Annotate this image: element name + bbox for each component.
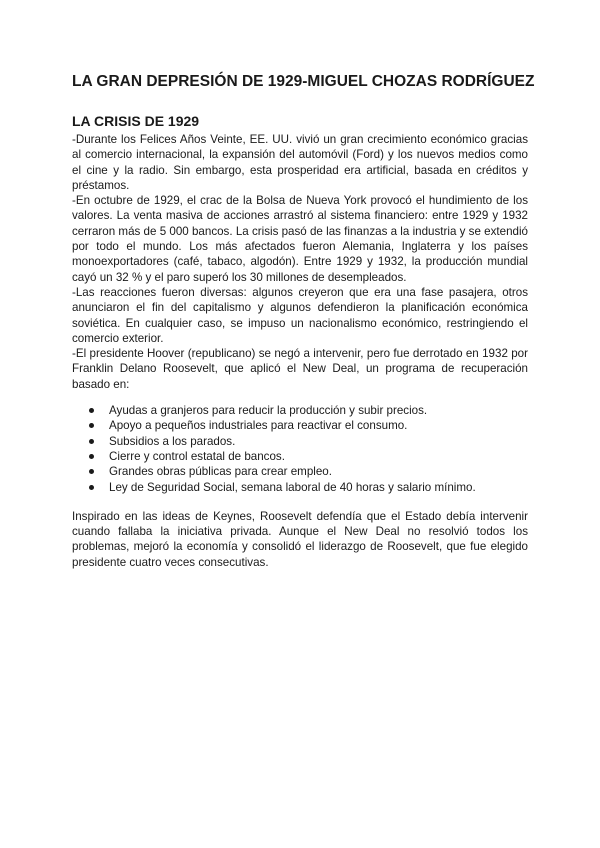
paragraph-reactions: -Las reacciones fueron diversas: algunos creyeron que era una fase pasajera, otros anunciaron el fin del capitalismo y algunos defendieron la planificación económica soviética. En cualquier caso, se impuso un nacionalismo económico, restringiendo el comercio exterior. [72, 285, 528, 345]
paragraph-conclusion: Inspirado en las ideas de Keynes, Roosevelt defendía que el Estado debía intervenir cuando fallaba la iniciativa privada. Aunque el New Deal no resolvió todos los problemas, mejoró la economía y consolidó el liderazgo de Roosevelt, que fue elegido presidente cuatro veces consecutivas. [72, 509, 528, 569]
bullet-icon [89, 454, 94, 459]
bullet-icon [89, 469, 94, 474]
list-item: Grandes obras públicas para crear empleo. [89, 464, 528, 479]
bullet-icon [89, 439, 94, 444]
page-title: LA GRAN DEPRESIÓN DE 1929-MIGUEL CHOZAS RODRÍGUEZ [72, 73, 535, 90]
bullet-icon [89, 485, 94, 490]
paragraph-crash: -En octubre de 1929, el crac de la Bolsa de Nueva York provocó el hundimiento de los valores. La venta masiva de acciones arrastró al sistema financiero: entre 1929 y 1932 cerraron más de 5 000 bancos. La crisis pasó de las finanzas a la industria y se extendió por todo el mundo. Los más afectados fueron Alemania, Inglaterra y los países monoexportadores (café, tabaco, algodón). Entre 1929 y 1932, la producción mundial cayó un 32 % y el paro superó los 30 millones de desempleados. [72, 194, 528, 284]
document-page [72, 72, 535, 570]
section-heading: LA CRISIS DE 1929 [72, 113, 200, 129]
list-item: Apoyo a pequeños industriales para reactivar el consumo. [89, 418, 528, 433]
bullet-icon [89, 408, 94, 413]
list-item: Ley de Seguridad Social, semana laboral de 40 horas y salario mínimo. [89, 480, 528, 495]
new-deal-measures-list [72, 403, 528, 495]
bullet-icon [89, 423, 94, 428]
paragraph-prosperity: -Durante los Felices Años Veinte, EE. UU. vivió un gran crecimiento económico gracias al comercio internacional, la expansión del automóvil (Ford) y los nuevos medios como el cine y la radio. Sin embargo, esta prosperidad era artificial, basada en créditos y préstamos. [72, 133, 528, 192]
list-item: Ayudas a granjeros para reducir la producción y subir precios. [89, 403, 528, 418]
list-item: Cierre y control estatal de bancos. [89, 449, 528, 464]
paragraph-new-deal-intro: -El presidente Hoover (republicano) se negó a intervenir, pero fue derrotado en 1932 por Franklin Delano Roosevelt, que aplicó el New Deal, un programa de recuperación basado en: [72, 347, 528, 391]
list-item: Subsidios a los parados. [89, 434, 528, 449]
